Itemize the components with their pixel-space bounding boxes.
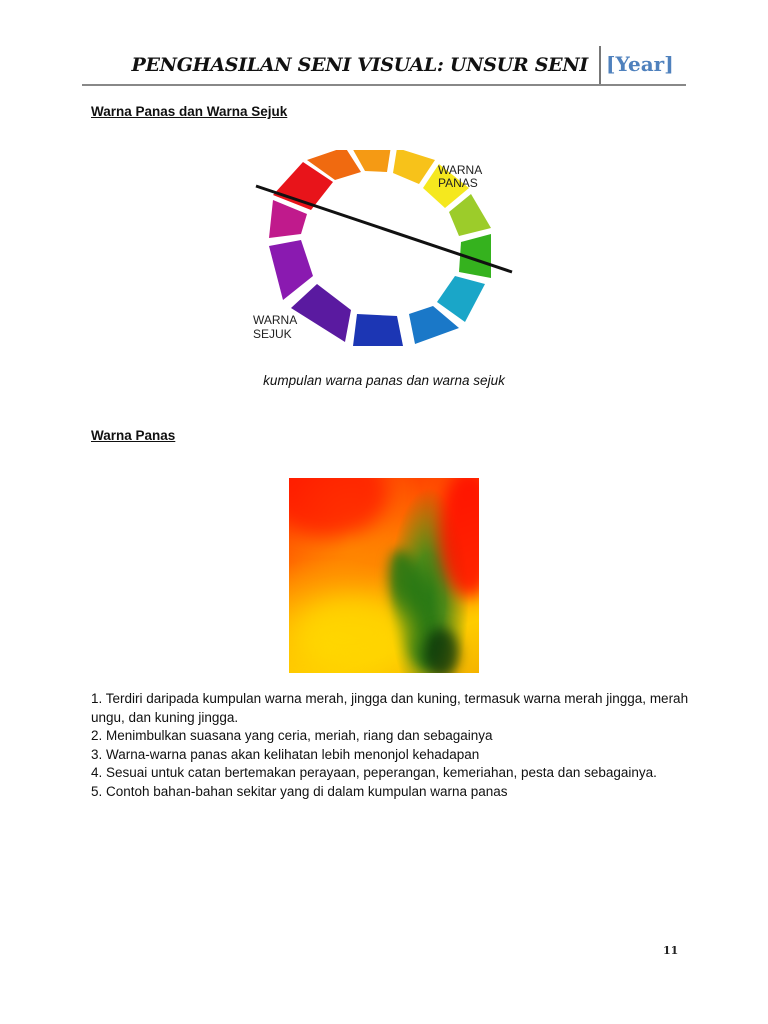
list-item: 3. Warna-warna panas akan kelihatan lebih menonjol kehadapan xyxy=(91,746,480,762)
color-wheel-figure xyxy=(248,150,518,360)
section-heading-warm-cool: Warna Panas dan Warna Sejuk xyxy=(91,104,288,119)
list-item: 1. Terdiri daripada kumpulan warna merah, jingga dan kuning, termasuk warna merah jingga, merah ungu, dan kuning jingga. xyxy=(91,691,689,725)
page-header xyxy=(82,46,686,86)
list-item: 4. Sesuai untuk catan bertemakan perayaan, peperangan, kemeriahan, pesta dan sebagainya. xyxy=(91,765,657,780)
page-number: 11 xyxy=(663,944,679,957)
section-heading-warm: Warna Panas xyxy=(91,428,176,443)
label-cool-1: WARNA xyxy=(253,313,298,327)
label-warm-1: WARNA xyxy=(438,163,483,177)
header-rule xyxy=(82,84,686,86)
header-year: [Year] xyxy=(606,52,674,76)
figure-caption: kumpulan warna panas dan warna sejuk xyxy=(263,373,505,388)
label-warm-2: PANAS xyxy=(438,176,478,190)
header-separator xyxy=(599,46,601,84)
label-cool-2: SEJUK xyxy=(253,327,292,341)
list-item: 5. Contoh bahan-bahan sekitar yang di dalam kumpulan warna panas xyxy=(91,783,508,799)
list-item: 2. Menimbulkan suasana yang ceria, meriah, riang dan sebagainya xyxy=(91,728,493,743)
header-title: PENGHASILAN SENI VISUAL: UNSUR SENI xyxy=(131,54,588,76)
warm-color-list xyxy=(91,690,691,801)
warm-color-photo xyxy=(289,478,479,673)
